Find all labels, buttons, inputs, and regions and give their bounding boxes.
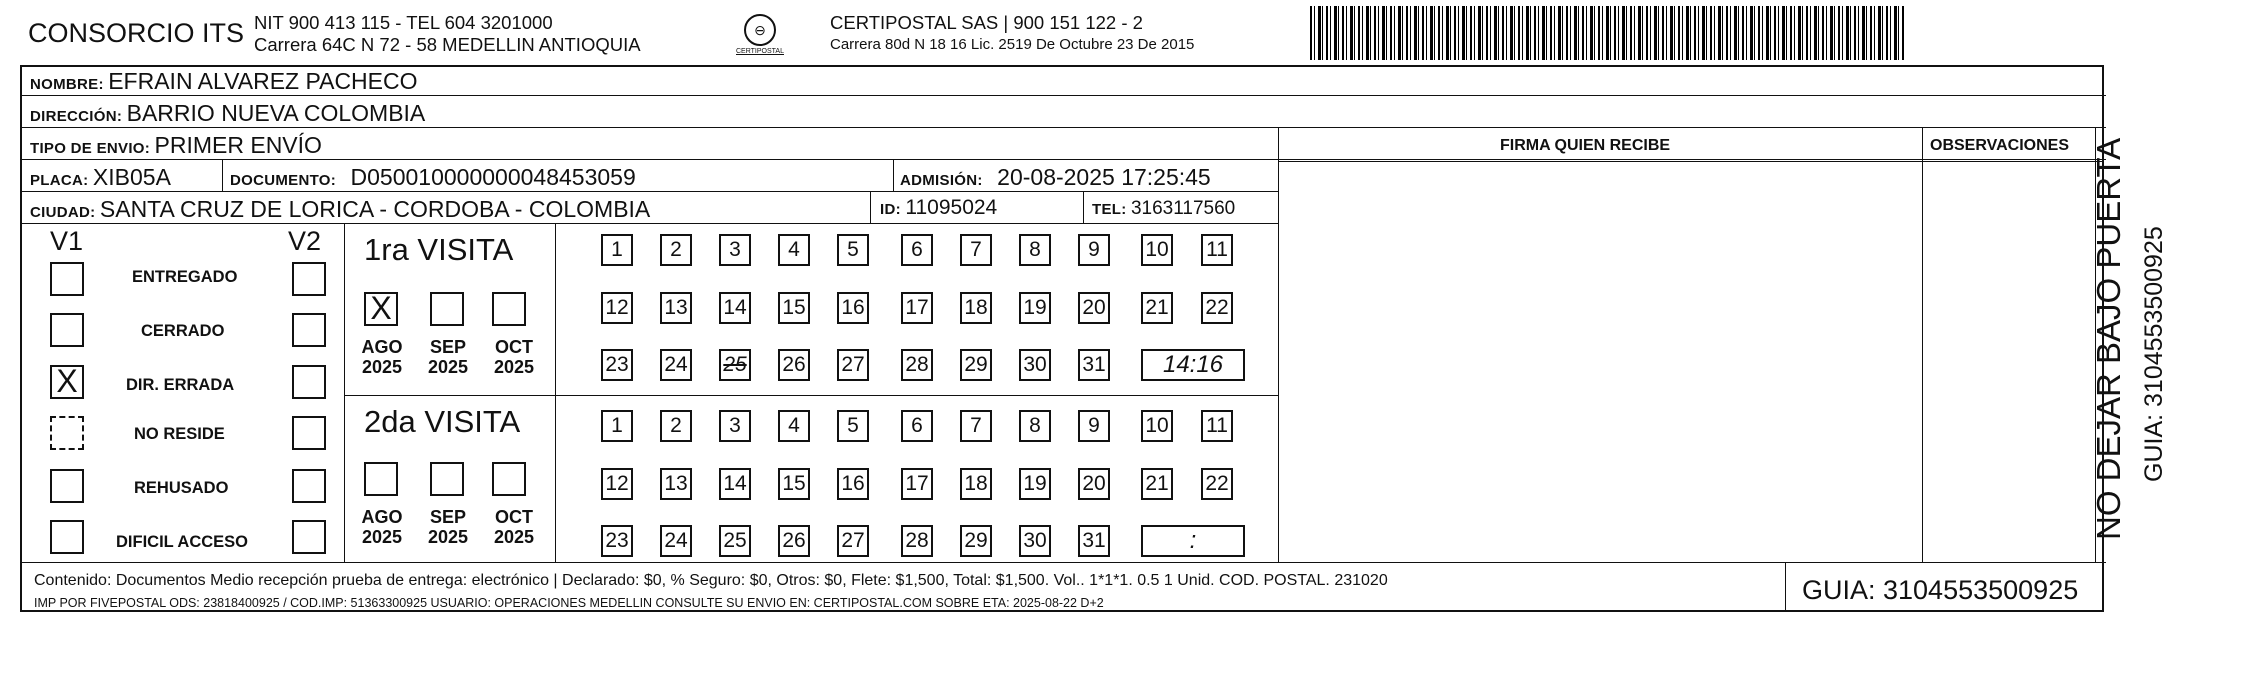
visit1-title: 1ra VISITA bbox=[364, 232, 514, 267]
visit1-day-box[interactable]: 28 bbox=[901, 349, 933, 381]
visit1-day-box[interactable]: 7 bbox=[960, 234, 992, 266]
nit-info bbox=[254, 12, 641, 56]
visit2-day-box[interactable]: 2 bbox=[660, 410, 692, 442]
visit2-month-ago-checkbox[interactable] bbox=[364, 462, 398, 496]
admision-label: ADMISIÓN: bbox=[900, 172, 983, 189]
visit1-day-box[interactable]: 24 bbox=[660, 349, 692, 381]
visit2-day-box[interactable]: 14 bbox=[719, 468, 751, 500]
direccion-field bbox=[30, 100, 425, 127]
v1-cerrado-checkbox[interactable] bbox=[50, 313, 84, 347]
visit2-title: 2da VISITA bbox=[364, 404, 521, 439]
visit2-month-oct-checkbox[interactable] bbox=[492, 462, 526, 496]
row-divider bbox=[1278, 161, 2104, 162]
visit1-day-box[interactable]: 14 bbox=[719, 292, 751, 324]
month-year: 2025 bbox=[493, 357, 535, 377]
v2-entregado-checkbox[interactable] bbox=[292, 262, 326, 296]
visit2-day-box[interactable]: 21 bbox=[1141, 468, 1173, 500]
visit2-day-box[interactable]: 8 bbox=[1019, 410, 1051, 442]
col-divider bbox=[1278, 127, 1279, 562]
col-divider bbox=[222, 159, 223, 191]
v2-cerrado-checkbox[interactable] bbox=[292, 313, 326, 347]
visit1-time-box[interactable]: 14:16 bbox=[1141, 349, 1245, 381]
month-name: AGO bbox=[361, 507, 403, 527]
row-divider bbox=[20, 95, 2106, 96]
col-divider bbox=[893, 159, 894, 191]
nombre-value: EFRAIN ALVAREZ PACHECO bbox=[108, 68, 418, 94]
side-warning: NO DEJAR BAJO PUERTA bbox=[2090, 137, 2127, 540]
v1-rehusado-checkbox[interactable] bbox=[50, 469, 84, 503]
visit1-day-box[interactable]: 5 bbox=[837, 234, 869, 266]
side-guia: GUIA: 3104553500925 bbox=[2140, 226, 2168, 482]
visit1-day-box[interactable]: 30 bbox=[1019, 349, 1051, 381]
month-year: 2025 bbox=[361, 527, 403, 547]
v1-dificil-acceso-checkbox[interactable] bbox=[50, 520, 84, 554]
signature-header: FIRMA QUIEN RECIBE bbox=[1500, 137, 1671, 154]
row-divider bbox=[20, 159, 2106, 160]
visit2-day-box[interactable]: 11 bbox=[1201, 410, 1233, 442]
visit1-day-box[interactable]: 20 bbox=[1078, 292, 1110, 324]
visit2-day-box[interactable]: 28 bbox=[901, 525, 933, 557]
visit2-day-box[interactable]: 23 bbox=[601, 525, 633, 557]
id-field bbox=[880, 196, 997, 220]
admision-value: 20-08-2025 17:25:45 bbox=[997, 164, 1211, 190]
visit1-month-oct-checkbox[interactable] bbox=[492, 292, 526, 326]
v2-dificil-acceso-checkbox[interactable] bbox=[292, 520, 326, 554]
documento-label: DOCUMENTO: bbox=[230, 172, 337, 189]
visit2-day-box[interactable]: 25 bbox=[719, 525, 751, 557]
visit1-day-box[interactable]: 9 bbox=[1078, 234, 1110, 266]
visit2-day-box[interactable]: 24 bbox=[660, 525, 692, 557]
v2-no-reside-checkbox[interactable] bbox=[292, 416, 326, 450]
visit2-day-box[interactable]: 13 bbox=[660, 468, 692, 500]
month-name: OCT bbox=[495, 507, 533, 527]
footer-content-line: Contenido: Documentos Medio recepción prueba de entrega: electrónico | Declarado: $0, % Seguro: $0, Otros: $0, Flete: $1,500, Total: $1,500. Vol.. 1*1*1. 0.5 1 Unid. COD. POSTAL. 231020 bbox=[34, 572, 1388, 589]
placa-value: XIB05A bbox=[92, 164, 171, 190]
v1-no-reside-checkbox[interactable] bbox=[50, 416, 84, 450]
direccion-value: BARRIO NUEVA COLOMBIA bbox=[126, 100, 426, 126]
visit1-day-box[interactable]: 25 bbox=[719, 349, 751, 381]
visit1-month-sep bbox=[418, 337, 478, 377]
visit1-day-box[interactable]: 26 bbox=[778, 349, 810, 381]
documento-value: D050010000000048453059 bbox=[350, 164, 636, 190]
row-divider bbox=[20, 127, 2106, 128]
visit2-day-box[interactable]: 18 bbox=[960, 468, 992, 500]
ciudad-field bbox=[30, 196, 650, 223]
certipostal-address: Carrera 80d N 18 16 Lic. 2519 De Octubre 23 De 2015 bbox=[830, 36, 1195, 53]
visit1-day-box[interactable]: 12 bbox=[601, 292, 633, 324]
visit1-day-box[interactable]: 16 bbox=[837, 292, 869, 324]
col-divider bbox=[1922, 127, 1923, 562]
direccion-label: DIRECCIÓN: bbox=[30, 108, 123, 125]
placa-label: PLACA: bbox=[30, 172, 89, 189]
placa-field bbox=[30, 164, 171, 191]
status-cerrado: CERRADO bbox=[141, 322, 225, 340]
month-name: OCT bbox=[495, 337, 533, 357]
visit1-day-box[interactable]: 21 bbox=[1141, 292, 1173, 324]
v1-label: V1 bbox=[50, 226, 84, 256]
visit2-day-box[interactable]: 3 bbox=[719, 410, 751, 442]
visit2-day-box[interactable]: 15 bbox=[778, 468, 810, 500]
visit1-day-box[interactable]: 15 bbox=[778, 292, 810, 324]
visit1-month-sep-checkbox[interactable] bbox=[430, 292, 464, 326]
ciudad-value: SANTA CRUZ DE LORICA - CORDOBA - COLOMBIA bbox=[99, 196, 651, 222]
month-year: 2025 bbox=[493, 527, 535, 547]
visit2-day-box[interactable]: 5 bbox=[837, 410, 869, 442]
visit1-day-box[interactable]: 1 bbox=[601, 234, 633, 266]
visit2-day-box[interactable]: 27 bbox=[837, 525, 869, 557]
tipo-envio-field bbox=[30, 132, 322, 159]
status-no-reside: NO RESIDE bbox=[134, 425, 225, 443]
visit2-day-box[interactable]: 29 bbox=[960, 525, 992, 557]
status-dir-errada: DIR. ERRADA bbox=[126, 376, 235, 394]
col-divider bbox=[870, 191, 871, 223]
visit1-day-box[interactable]: 4 bbox=[778, 234, 810, 266]
month-name: AGO bbox=[361, 337, 403, 357]
v1-entregado-checkbox[interactable] bbox=[50, 262, 84, 296]
month-year: 2025 bbox=[427, 357, 469, 377]
certipostal-info bbox=[830, 12, 1194, 56]
visit1-day-box[interactable]: 17 bbox=[901, 292, 933, 324]
visit2-month-sep bbox=[418, 507, 478, 547]
certipostal-logo bbox=[730, 14, 790, 55]
visit2-day-box[interactable]: 30 bbox=[1019, 525, 1051, 557]
row-divider bbox=[20, 562, 2106, 563]
month-name: SEP bbox=[429, 337, 467, 357]
brand-name: CONSORCIO ITS bbox=[28, 18, 245, 48]
v1-dir-errada-checkbox[interactable]: X bbox=[50, 365, 84, 399]
certipostal-line: CERTIPOSTAL SAS | 900 151 122 - 2 bbox=[830, 12, 1143, 33]
tel-label: TEL: bbox=[1092, 201, 1127, 218]
col-divider bbox=[344, 223, 345, 562]
delivery-form bbox=[20, 65, 2104, 612]
col-divider bbox=[1083, 191, 1084, 223]
visit1-day-box[interactable]: 27 bbox=[837, 349, 869, 381]
status-entregado: ENTREGADO bbox=[132, 268, 238, 286]
visit1-day-box[interactable]: 3 bbox=[719, 234, 751, 266]
id-label: ID: bbox=[880, 201, 901, 218]
visit2-day-box[interactable]: 1 bbox=[601, 410, 633, 442]
footer-guia: GUIA: 3104553500925 bbox=[1802, 575, 2079, 605]
visit1-day-box[interactable]: 23 bbox=[601, 349, 633, 381]
visit2-day-box[interactable]: 22 bbox=[1201, 468, 1233, 500]
tel-field bbox=[1092, 198, 1235, 220]
visit1-day-box[interactable]: 19 bbox=[1019, 292, 1051, 324]
documento-field bbox=[230, 164, 636, 191]
nombre-field bbox=[30, 68, 418, 95]
visit2-day-box[interactable]: 16 bbox=[837, 468, 869, 500]
visit1-day-box[interactable]: 10 bbox=[1141, 234, 1173, 266]
visit2-day-box[interactable]: 19 bbox=[1019, 468, 1051, 500]
visit2-day-box[interactable]: 9 bbox=[1078, 410, 1110, 442]
v2-rehusado-checkbox[interactable] bbox=[292, 469, 326, 503]
row-divider bbox=[20, 223, 1278, 224]
visit2-day-box[interactable]: 7 bbox=[960, 410, 992, 442]
visit2-day-box[interactable]: 31 bbox=[1078, 525, 1110, 557]
month-name: SEP bbox=[429, 507, 467, 527]
status-dificil-acceso: DIFICIL ACCESO bbox=[116, 533, 249, 551]
month-year: 2025 bbox=[361, 357, 403, 377]
visit2-month-ago bbox=[352, 507, 412, 547]
col-divider bbox=[555, 223, 556, 562]
row-divider bbox=[20, 191, 1278, 192]
ciudad-label: CIUDAD: bbox=[30, 204, 96, 221]
tipo-envio-label: TIPO DE ENVIO: bbox=[30, 140, 151, 157]
visit1-day-box[interactable]: 13 bbox=[660, 292, 692, 324]
visit2-month-oct bbox=[484, 507, 544, 547]
visit1-day-box[interactable]: 11 bbox=[1201, 234, 1233, 266]
col-divider bbox=[1785, 562, 1786, 612]
visit2-day-box[interactable]: 20 bbox=[1078, 468, 1110, 500]
status-rehusado: REHUSADO bbox=[134, 479, 229, 497]
visit1-day-box[interactable]: 8 bbox=[1019, 234, 1051, 266]
month-year: 2025 bbox=[427, 527, 469, 547]
visit1-day-box[interactable]: 6 bbox=[901, 234, 933, 266]
visit1-day-box[interactable]: 2 bbox=[660, 234, 692, 266]
tipo-envio-value: PRIMER ENVÍO bbox=[154, 132, 322, 158]
visit2-day-box[interactable]: 4 bbox=[778, 410, 810, 442]
visit1-day-box[interactable]: 29 bbox=[960, 349, 992, 381]
footer-print-line: IMP POR FIVEPOSTAL ODS: 23818400925 / COD.IMP: 51363300925 USUARIO: OPERACIONES MEDELLIN CONSULTE SU ENVIO EN: CERTIPOSTAL.COM SOBRE ETA: 2025-08-22 D+2 bbox=[34, 596, 1104, 610]
admision-field bbox=[900, 164, 1211, 191]
visit1-month-ago-checkbox[interactable]: X bbox=[364, 292, 398, 326]
address-line: Carrera 64C N 72 - 58 MEDELLIN ANTIOQUIA bbox=[254, 34, 641, 55]
visit2-day-box[interactable]: 26 bbox=[778, 525, 810, 557]
nombre-label: NOMBRE: bbox=[30, 76, 104, 93]
visit2-month-sep-checkbox[interactable] bbox=[430, 462, 464, 496]
nit-line: NIT 900 413 115 - TEL 604 3201000 bbox=[254, 12, 553, 33]
visit2-day-box[interactable]: 17 bbox=[901, 468, 933, 500]
tel-value: 3163117560 bbox=[1130, 198, 1236, 219]
v2-label: V2 bbox=[288, 226, 322, 256]
visit2-day-box[interactable]: 12 bbox=[601, 468, 633, 500]
visit1-day-box[interactable]: 18 bbox=[960, 292, 992, 324]
visit1-month-oct bbox=[484, 337, 544, 377]
visit1-month-ago bbox=[352, 337, 412, 377]
barcode bbox=[1310, 6, 1905, 60]
visit2-day-box[interactable]: 10 bbox=[1141, 410, 1173, 442]
visit1-day-box[interactable]: 22 bbox=[1201, 292, 1233, 324]
observaciones-header: OBSERVACIONES bbox=[1930, 137, 2069, 154]
visit2-time-box[interactable]: : bbox=[1141, 525, 1245, 557]
v2-dir-errada-checkbox[interactable] bbox=[292, 365, 326, 399]
row-divider bbox=[344, 395, 1278, 396]
visit2-day-box[interactable]: 6 bbox=[901, 410, 933, 442]
visit1-day-box[interactable]: 31 bbox=[1078, 349, 1110, 381]
logo-text: CERTIPOSTAL bbox=[736, 48, 784, 55]
id-value: 11095024 bbox=[905, 196, 998, 219]
logo-icon: ⊖ bbox=[744, 14, 776, 46]
